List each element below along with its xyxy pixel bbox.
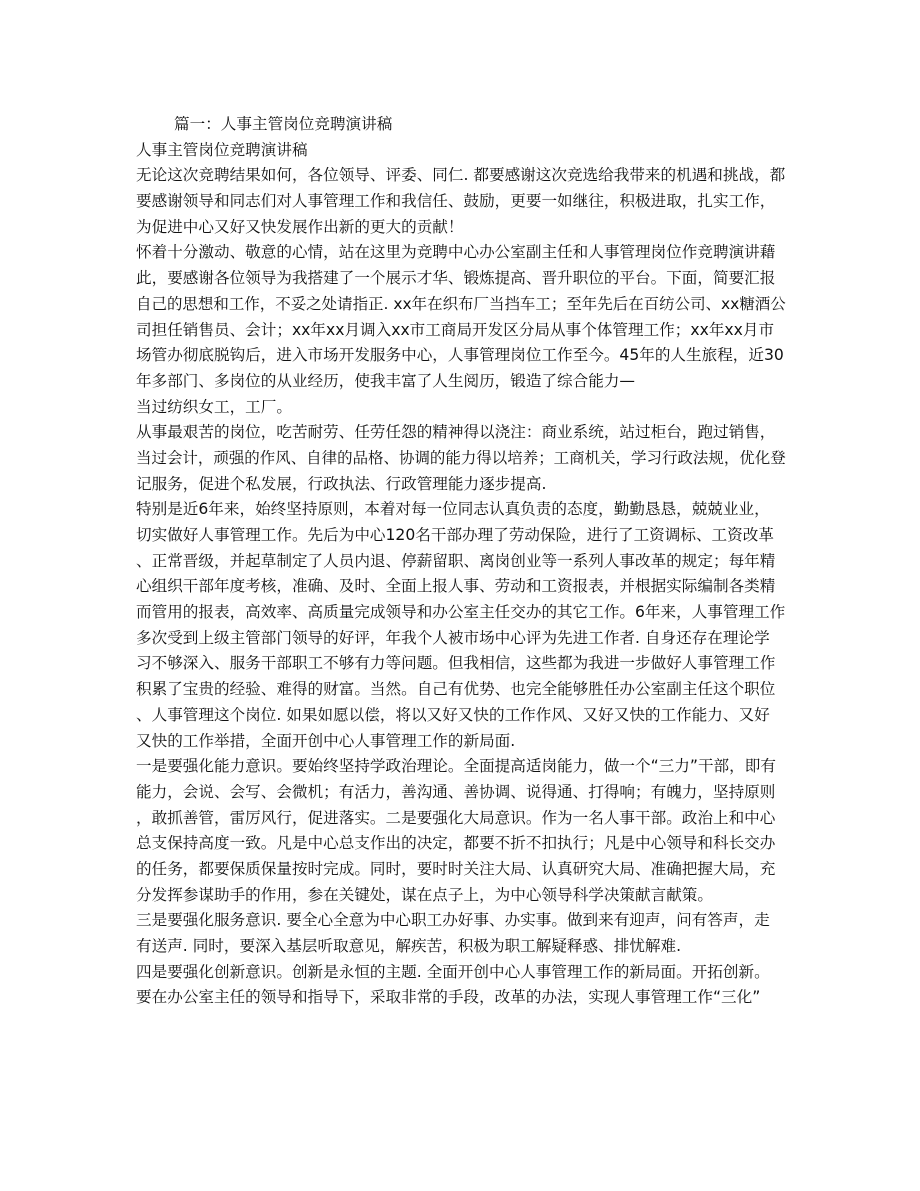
text-line: ，敢抓善管，雷厉风行，促进落实。二是要强化大局意识。作为一名人事干部。政治上和中心 (136, 808, 776, 827)
document-heading: 篇一：人事主管岗位竞聘演讲稿 (174, 115, 393, 133)
text-line: 人事主管岗位竞聘演讲稿 (136, 140, 308, 159)
text-line: 、人事管理这个岗位. 如果如愿以偿，将以又好又快的工作作风、又好又快的工作能力、又好 (136, 705, 770, 724)
text-line: 总支保持高度一致。凡是中心总支作出的决定，都要不折不扣执行；凡是中心领导和科长交办 (136, 834, 776, 853)
text-line: 多次受到上级主管部门领导的好评，年我个人被市场中心评为先进工作者. 自身还存在理论学 (136, 628, 770, 647)
text-line: 一是要强化能力意识。要始终坚持学政治理论。全面提高适岗能力，做一个“三力”干部，即有 (136, 757, 776, 776)
text-line: 积累了宝贵的经验、难得的财富。当然。自己有优势、也完全能够胜任办公室副主任这个职位 (136, 680, 776, 699)
text-line: 而管用的报表，高效率、高质量完成领导和办公室主任交办的其它工作。6年来，人事管理工作 (136, 603, 786, 622)
text-line: 场管办彻底脱钩后，进入市场开发服务中心，人事管理岗位工作至今。45年的人生旅程，近30 (136, 346, 784, 365)
text-line: 要在办公室主任的领导和指导下，采取非常的手段，改革的办法，实现人事管理工作“三化” (136, 988, 761, 1007)
text-line: 为促进中心又好又快发展作出新的更大的贡献！ (136, 217, 464, 236)
text-line: 习不够深入、服务干部职工不够有力等问题。但我相信，这些都为我进一步做好人事管理工作 (136, 654, 776, 673)
text-line: 有送声. 同时，要深入基层听取意见，解疾苦，积极为职工解疑释惑、排忧解难. (136, 937, 682, 955)
text-line: 心组织干部年度考核，准确、及时、全面上报人事、劳动和工资报表，并根据实际编制各类精 (136, 577, 776, 596)
text-line: 四是要强化创新意识。创新是永恒的主题. 全面开创中心人事管理工作的新局面。开拓创新。 (136, 962, 770, 981)
text-line: 记服务，促进个私发展，行政执法、行政管理能力逐步提高. (136, 474, 547, 493)
text-line: 、正常晋级，并起草制定了人员内退、停薪留职、离岗创业等一系列人事改革的规定；每年精 (136, 551, 776, 570)
text-line: 特别是近6年来，始终坚持原则，本着对每一位同志认真负责的态度，勤勤恳恳，兢兢业业， (136, 500, 770, 519)
text-line: 三是要强化服务意识. 要全心全意为中心职工办好事、办实事。做到来有迎声，问有答声，走 (136, 911, 770, 930)
document-body (136, 112, 786, 1011)
text-line: 要感谢领导和同志们对人事管理工作和我信任、鼓励，更要一如继往，积极进取，扎实工作， (136, 192, 776, 211)
text-line: 司担任销售员、会计；xx年xx月调入xx市工商局开发区分局从事个体管理工作；xx年xx月市 (136, 320, 775, 339)
text-line: 从事最艰苦的岗位，吃苦耐劳、任劳任怨的精神得以浇注：商业系统，站过柜台，跑过销售， (136, 423, 776, 442)
text-line: 年多部门、多岗位的从业经历，使我丰富了人生阅历，锻造了综合能力— (136, 371, 636, 390)
text-line: 无论这次竞聘结果如何，各位领导、评委、同仁. 都要感谢这次竞选给我带来的机遇和挑战，都 (136, 166, 786, 185)
text-line: 怀着十分激动、敬意的心情，站在这里为竞聘中心办公室副主任和人事管理岗位作竞聘演讲藉 (136, 243, 776, 262)
text-line: 的任务，都要保质保量按时完成。同时，要时时关注大局、认真研究大局、准确把握大局，充 (136, 859, 776, 878)
text-line: 当过会计，顽强的作风、自律的品格、协调的能力得以培养；工商机关，学习行政法规，优化登 (136, 448, 786, 467)
text-line: 切实做好人事管理工作。先后为中心120名干部办理了劳动保险，进行了工资调标、工资改革 (136, 526, 774, 544)
text-line: 分发挥参谋助手的作用，参在关键处，谋在点子上，为中心领导科学决策献言献策。 (136, 885, 713, 904)
text-line: 又快的工作举措，全面开创中心人事管理工作的新局面. (136, 731, 516, 750)
text-line: 当过纺织女工，工厂。 (136, 397, 292, 416)
text-line: 此，要感谢各位领导为我搭建了一个展示才华、锻炼提高、晋升职位的平台。下面，简要汇报 (136, 269, 776, 288)
text-line: 自己的思想和工作，不妥之处请指正. xx年在织布厂当挡车工；至年先后在百纺公司、xx糖酒公 (136, 294, 786, 313)
text-line: 能力，会说、会写、会微机；有活力，善沟通、善协调、说得通、打得响；有魄力，坚持原则 (136, 782, 776, 801)
document-text (136, 138, 786, 1011)
